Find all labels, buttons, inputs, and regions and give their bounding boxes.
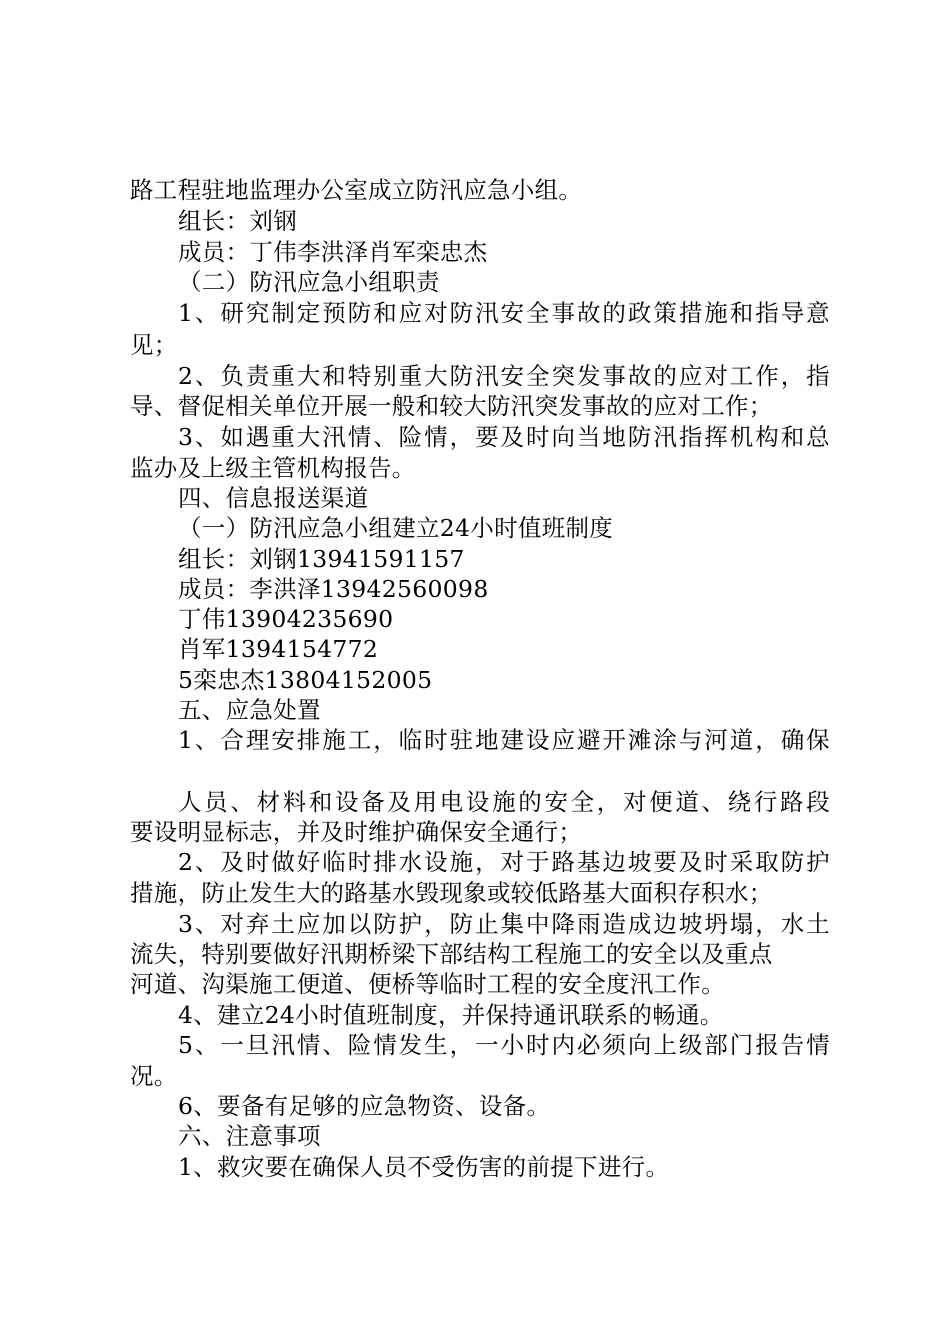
contact-line: 成员：李洪泽13942560098 xyxy=(178,575,489,603)
text-line: 3、对弃土应加以防护，防止集中降雨造成边坡坍塌，水土 xyxy=(178,910,830,938)
text-line: 见； xyxy=(130,331,178,359)
contact-line: 丁伟13904235690 xyxy=(178,605,394,633)
text-line: 人员、材料和设备及用电设施的安全，对便道、绕行路段 xyxy=(178,788,830,816)
text-line: 1、合理安排施工，临时驻地建设应避开滩涂与河道，确保 xyxy=(178,726,830,754)
text-line: 2、负责重大和特别重大防汛安全突发事故的应对工作，指 xyxy=(178,362,830,390)
text-line: 1、研究制定预防和应对防汛安全事故的政策措施和指导意 xyxy=(178,299,830,327)
text-line: 要设明显标志，并及时维护确保安全通行； xyxy=(130,818,583,846)
section-heading: 六、注意事项 xyxy=(178,1122,321,1150)
contact-line: 5栾忠杰13804152005 xyxy=(178,666,433,694)
text-line: 6、要备有足够的应急物资、设备。 xyxy=(178,1092,551,1120)
section-heading: 五、应急处置 xyxy=(178,696,321,724)
text-line: 况。 xyxy=(130,1062,178,1090)
text-line: 河道、沟渠施工便道、便桥等临时工程的安全度汛工作。 xyxy=(130,970,725,998)
text-line: （一）防汛应急小组建立24小时值班制度 xyxy=(178,514,614,542)
text-line: 4、建立24小时值班制度，并保持通讯联系的畅通。 xyxy=(178,1001,724,1029)
contact-line: 组长：刘钢13941591157 xyxy=(178,545,465,573)
text-line: 2、及时做好临时排水设施，对于路基边坡要及时采取防护 xyxy=(178,848,830,876)
text-line: 组长：刘钢 xyxy=(178,207,297,235)
section-heading: 四、信息报送渠道 xyxy=(178,484,369,512)
section-heading: （二）防汛应急小组职责 xyxy=(178,268,440,296)
text-line: 导、督促相关单位开展一般和较大防汛突发事故的应对工作； xyxy=(130,392,773,420)
text-line: 成员：丁伟李洪泽肖军栾忠杰 xyxy=(178,238,488,266)
text-line: 3、如遇重大汛情、险情，要及时向当地防汛指挥机构和总 xyxy=(178,423,830,451)
text-line: 监办及上级主管机构报告。 xyxy=(130,454,416,482)
text-line: 1、救灾要在确保人员不受伤害的前提下进行。 xyxy=(178,1153,670,1181)
text-line: 流失，特别要做好汛期桥梁下部结构工程施工的安全以及重点 xyxy=(130,940,773,968)
contact-line: 肖军1394154772 xyxy=(178,635,379,663)
text-line: 措施，防止发生大的路基水毁现象或较低路基大面积存积水； xyxy=(130,879,773,907)
text-line: 5、一旦汛情、险情发生，一小时内必须向上级部门报告情 xyxy=(178,1031,830,1059)
text-line: 路工程驻地监理办公室成立防汛应急小组。 xyxy=(130,176,583,204)
